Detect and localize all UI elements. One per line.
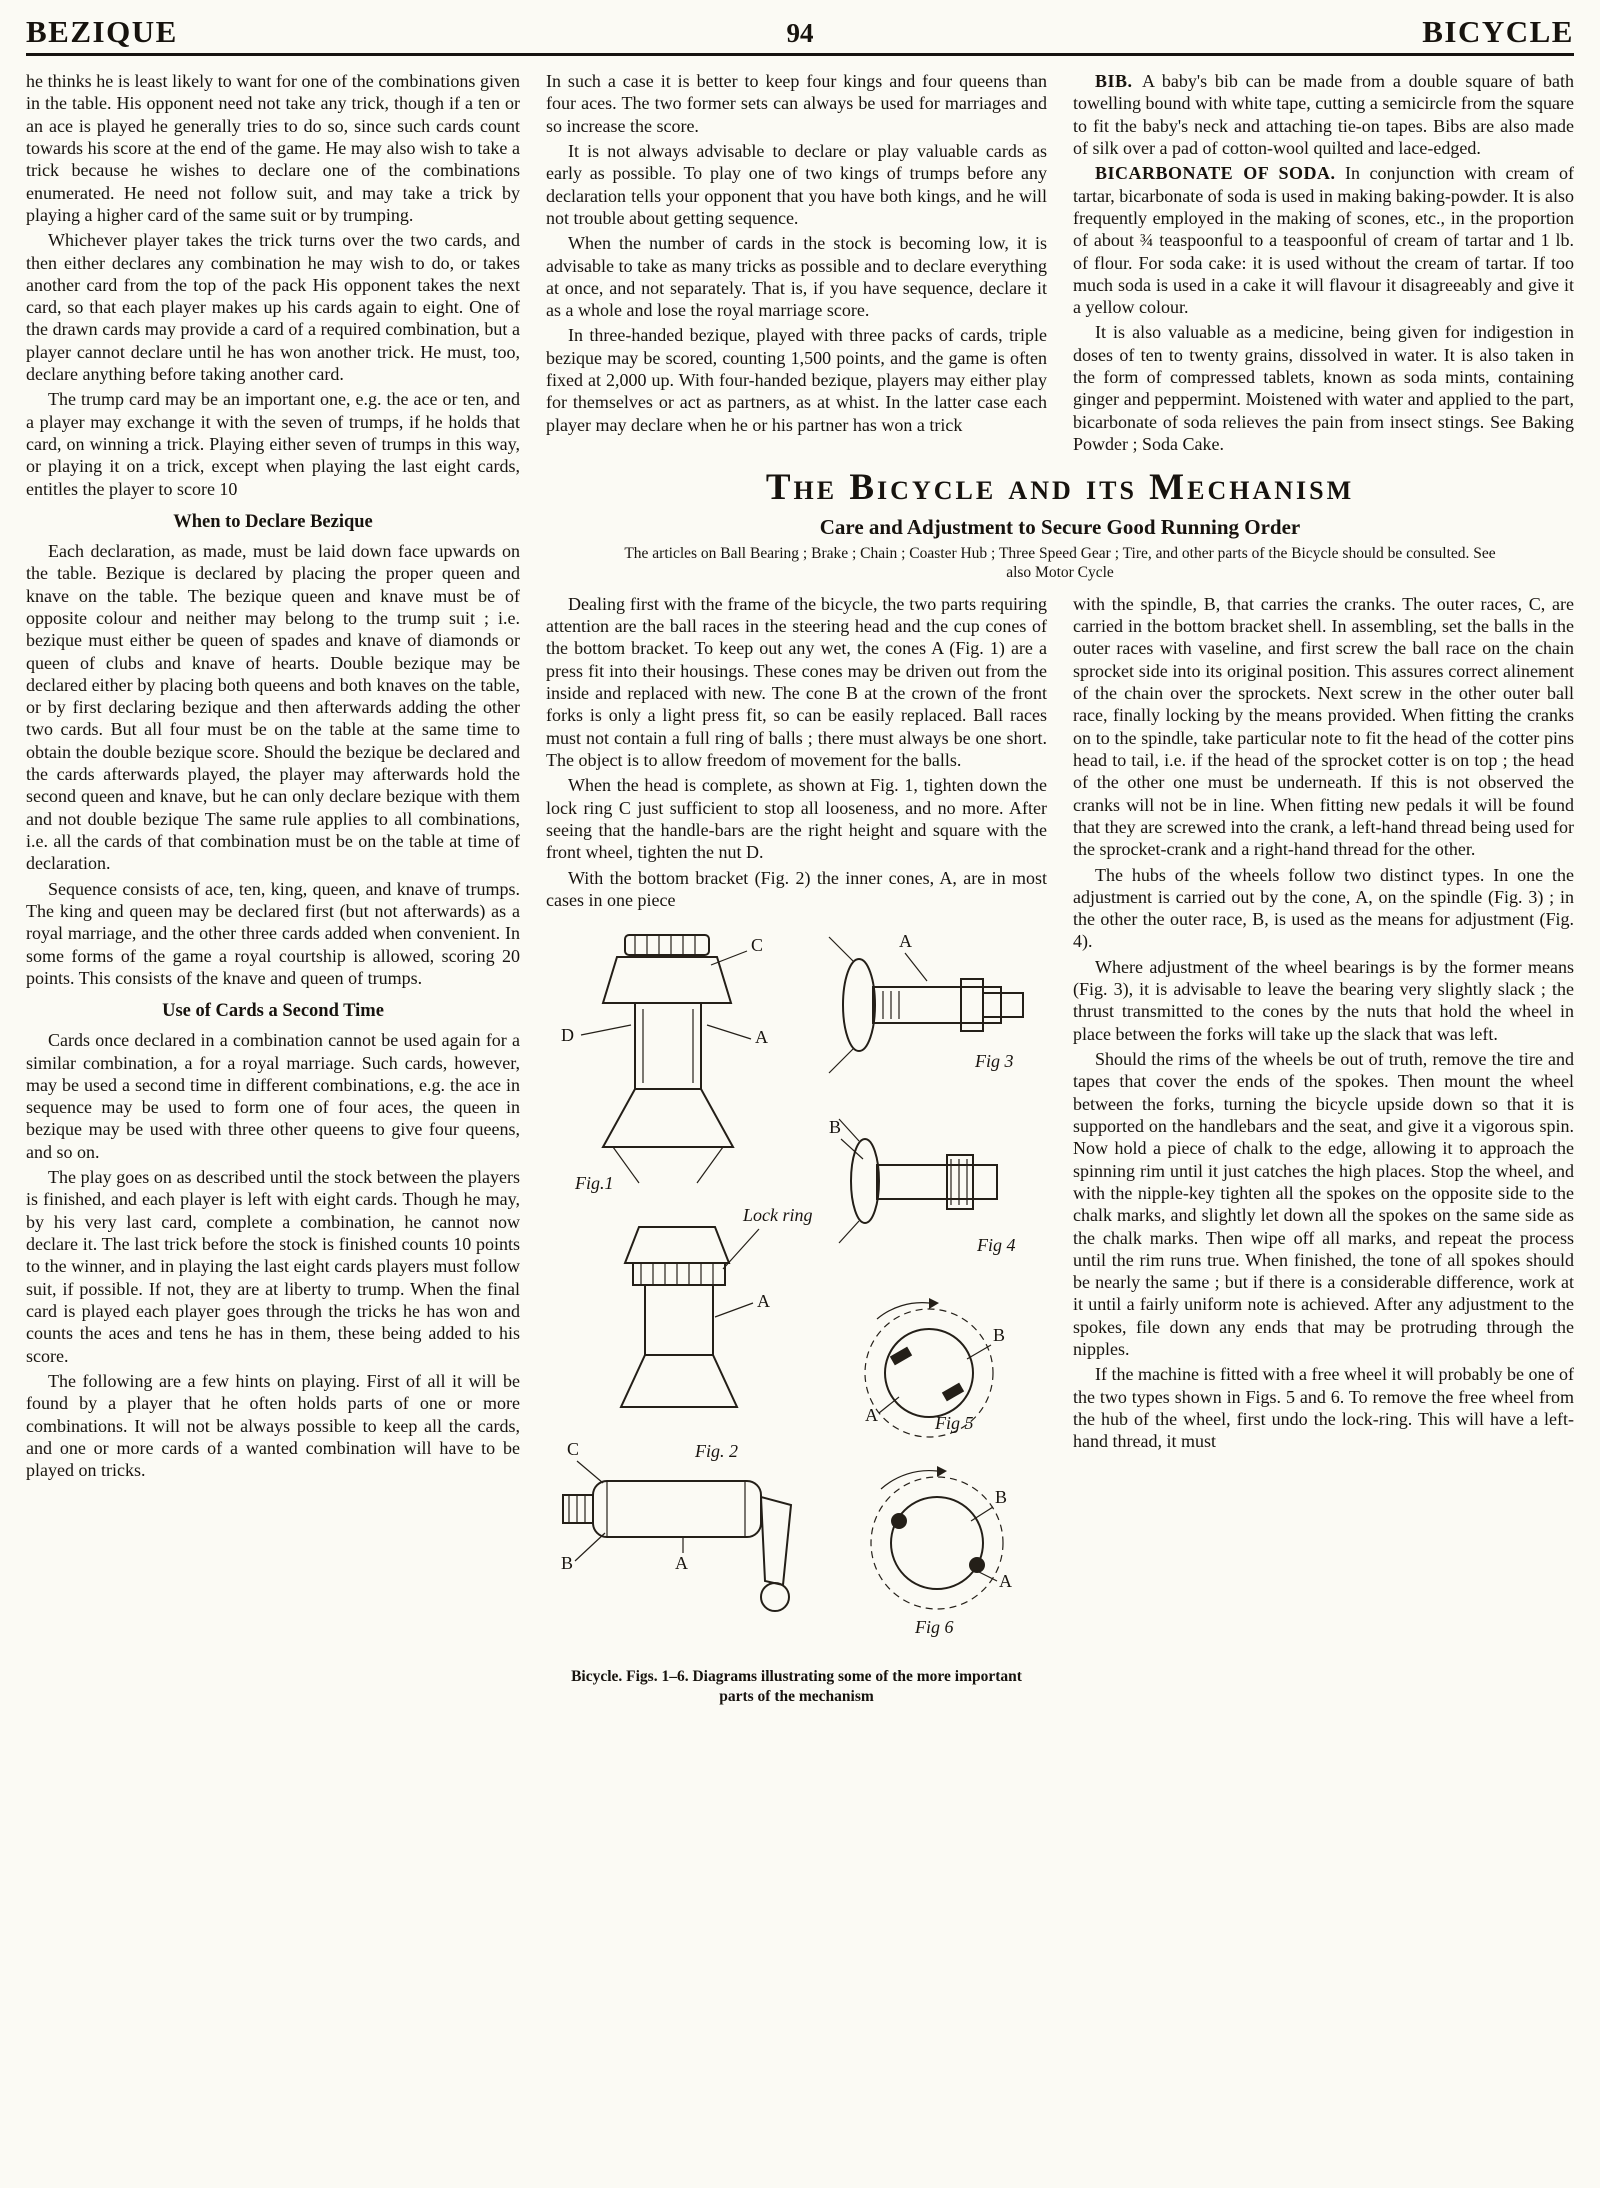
fig1-label-c: C [750, 935, 763, 956]
lock-ring-label: Lock ring [742, 1205, 812, 1226]
paragraph: The following are a few hints on playing. First of all it will be found by a player that he often holds parts of one or more combinations. It will not be always possible to keep all the cards, and one or more cards of a wanted combination will have to be played on tricks. [26, 1370, 520, 1481]
figure-caption: Bicycle. Figs. 1–6. Diagrams illustrating some of the more important parts of the mechanism [571, 1668, 1022, 1705]
upper-two-columns [546, 70, 1574, 458]
section-title: The Bicycle and its Mechanism [765, 467, 1355, 509]
paragraph: In such a case it is better to keep four kings and four queens than four aces. The two former sets can always be used for marriages and so increase the score. [546, 71, 1047, 136]
fig1-caption: Fig.1 [574, 1173, 613, 1194]
bicycle-diagrams-illustration [547, 921, 1047, 1663]
middle-column-top [546, 70, 1047, 458]
paragraph: with the spindle, B, that carries the cranks. The outer races, C, are carried in the bottom bracket shell. In assembling, set the balls in the outer races with vaseline, and first screw the ball race on the chain sprocket side into its original position. This assures correct alinement of the chain over the sprockets. Next screw in the other outer ball race, finally locking by the means provided. When fitting the cranks on to the spindle, take particular note to fit the head of the cotter pins head to tail, i.e. if the head of the sprocket cotter is on top ; the head of the other one must be underneath. If this is not observed the cranks will not be in line. When fitting new pedals it will be found that they are screwed into the crank, a left-hand thread being used for the sprocket-crank and a right-hand thread for the other. [1073, 593, 1574, 860]
fig5-label-a: A [864, 1405, 878, 1426]
entry-term: BIB. [1095, 71, 1143, 91]
running-head-left: BEZIQUE [26, 14, 178, 49]
page-number: 94 [786, 18, 814, 48]
head2-label-a: A [756, 1291, 770, 1312]
paragraph: The hubs of the wheels follow two distinct types. In one the adjustment is carried out by the cone, A, on the spindle (Fig. 3) ; in the other the outer race, B, is used as the means for adjustment (Fig. 4). [1073, 864, 1574, 952]
section-note: The articles on Ball Bearing ; Brake ; Chain ; Coaster Hub ; Three Speed Gear ; Tire, and other parts of the Bicycle should be consulted. See also Motor Cycle [624, 545, 1496, 582]
bicycle-section-header [546, 468, 1574, 582]
paragraph: BIB. A baby's bib can be made from a double square of bath towelling bound with white tape, cutting a semicircle from the square to fit the baby's neck and attaching tie-on tapes. Bibs are also made of silk over a pad of cotton-wool quilted and lace-edged. [1073, 71, 1574, 158]
paragraph: Should the rims of the wheels be out of truth, remove the tire and tapes that cover the ends of the spokes. Then mount the wheel between the forks, turning the bicycle upside down so that it is supported on the handlebars and the seat, and give it a vigorous spin. Now hold a piece of chalk to the edge, allowing it to approach the spinning rim until it just catches the high places. Stop the wheel, and with the nipple-key tighten all the spokes on the opposite side to the chalk marks, and slightly let down all the spokes on the same side as the chalk marks. Then wipe off all marks, and repeat the process until the rim runs true. When finished, the tone of all spokes should be nearly the same ; but if there is a considerable difference, work at it until a fairly uniform note is achieved. After any adjustment to the spokes, file down any ends that may be protruding through the nipples. [1073, 1049, 1574, 1360]
paragraph: Dealing first with the frame of the bicycle, the two parts requiring attention are the ball races in the steering head and the cup cones of the bottom bracket. To keep out any wet, the cones A (Fig. 1) are a press fit into their housings. These cones may be driven out from the inside and replaced with new. The cone B at the crown of the front forks is only a light press fit, so can be easily replaced. Ball races must not contain a full ring of balls ; there must always be one short. The object is to allow freedom of movement for the balls. [546, 593, 1047, 770]
bicycle-right-column [1073, 593, 1574, 1706]
fig1-label-a: A [754, 1027, 768, 1048]
subheading: Use of Cards a Second Time [162, 1001, 384, 1022]
fig5-caption: Fig 5 [934, 1413, 973, 1434]
paragraph: Where adjustment of the wheel bearings is by the former means (Fig. 3), it is advisable to leave the bearing very slightly slack ; the thrust transmitted to the cones by the nuts that hold the wheel in place between the forks will take up the slack that was left. [1073, 956, 1574, 1044]
section-subtitle: Care and Adjustment to Secure Good Running Order [819, 515, 1301, 539]
paragraph: Cards once declared in a combination cannot be used again for a similar combination, a for a royal marriage. Such cards, however, may be used a second time in different combinations, e.g. the ace in sequence may be used to form one of four aces, the queen in bezique may be used with three other queens to give four queens, and so on. [26, 1030, 520, 1162]
running-head-right: BICYCLE [1422, 14, 1574, 49]
subheading: When to Declare Bezique [173, 511, 373, 532]
paragraph: Whichever player takes the trick turns over the two cards, and then either declares any combination he may wish to do, or takes another card from the top of the pack His opponent takes the next card, so that each player makes up his cards again to eight. One of the drawn cards may provide a card of a required combination, but a player cannot declare until he has won another trick. He must, too, declare anything before taking another card. [26, 230, 520, 385]
bicycle-figure [546, 921, 1047, 1706]
lower-two-columns [546, 593, 1574, 1706]
left-column [26, 70, 520, 1706]
bicycle-left-column [546, 593, 1047, 1706]
paragraph: In three-handed bezique, played with three packs of cards, triple bezique may be scored, counting 1,500 points, and the game is often fixed at 2,000 up. With four-handed bezique, players may either play for themselves or act as partners, as at whist. In the latter case each player may declare when he or his partner has won a trick [546, 325, 1047, 435]
paragraph: When the head is complete, as shown at Fig. 1, tighten down the lock ring C just sufficient to stop all looseness, and no more. After seeing that the handle-bars are the right height and square with the front wheel, tighten the nut D. [546, 775, 1047, 863]
right-column-top [1073, 70, 1574, 458]
paragraph: With the bottom bracket (Fig. 2) the inner cones, A, are in most cases in one piece [546, 867, 1047, 910]
paragraph: The trump card may be an important one, e.g. the ace or ten, and a player may exchange it with the seven of trumps, if he holds that card, on winning a trick. Playing either seven of trumps in this way, or playing it on a trick, except when playing the last eight cards, entitles the player to score 10 [26, 389, 520, 499]
paragraph: Each declaration, as made, must be laid down face upwards on the table. Bezique is declared by placing the proper queen and knave on the table. The bezique queen and knave must be of opposite colour and neither may belong to the trump suit ; i.e. bezique must either be queen of spades and knave of diamonds or queen of clubs and knave of hearts. Double bezique may be declared either by placing both queens and both knaves on the table, or by first declaring bezique and then afterwards adding the other two cards. But all four must be on the table at the same time to obtain the double bezique score. Should the bezique be declared and the cards afterwards played, the player may afterwards hold the second queen and knave, but he can only declare bezique with them and not double bezique The same rule applies to all combinations, i.e. all the cards of that combination must be on the table at time of declaration. [26, 540, 520, 874]
entry-term: BICARBONATE OF SODA. [1095, 163, 1346, 184]
fig3-label-a: A [898, 931, 912, 952]
fig4-caption: Fig 4 [976, 1235, 1015, 1256]
paragraph: The play goes on as described until the stock between the players is finished, and each player is left with eight cards. Though he may, by his very last card, complete a combination, he cannot now declare it. The last trick before the stock is finished counts 10 points to the winner, and in playing the last eight cards players must follow suit, if possible. If not, they are at liberty to trump. When the final card is played each player goes through the tricks he has won and counts the aces and tens he has in them, these being added to his score. [26, 1167, 520, 1366]
fig4-label-b: B [828, 1117, 841, 1138]
paragraph: It is not always advisable to declare or play valuable cards as early as possible. To play one of two kings of trumps before any declaration tells your opponent that you have both kings, and he will not trouble about getting sequence. [546, 140, 1047, 228]
paragraph: he thinks he is least likely to want for one of the combinations given in the table. His opponent need not take any trick, though if a ten or an ace is played he generally tries to do so, since such cards count towards his score at the end of the game. He may also wish to take a trick because he wishes to declare one of the combinations enumerated. He need not follow suit, and may take a trick by playing a higher card of the same suit or by trumping. [26, 71, 520, 225]
fig2-label-a: A [674, 1553, 688, 1574]
paragraph: Sequence consists of ace, ten, king, queen, and knave of trumps. The king and queen may be declared first (but not afterwards) as a royal marriage, and the other three cards added when convenient. In some forms of the game a royal courtship is allowed, scoring 20 points. This consists of the knave and queen of trumps. [26, 878, 520, 988]
paragraph: When the number of cards in the stock is becoming low, it is advisable to take as many tricks as possible and to declare everything at once, and not separately. That is, if you have sequence, declare it as a whole and lose the royal marriage score. [546, 233, 1047, 321]
fig5-label-b: B [992, 1325, 1005, 1346]
fig6-label-a: A [998, 1571, 1012, 1592]
running-head [26, 14, 1574, 56]
fig6-label-b: B [994, 1487, 1007, 1508]
bicycle-left-text [546, 593, 1047, 911]
fig2-caption: Fig. 2 [694, 1441, 738, 1462]
paragraph: If the machine is fitted with a free wheel it will probably be one of the two types shown in Figs. 5 and 6. To remove the free wheel from the hub of the wheel, first undo the lock-ring. This will have a left-hand thread, it must [1073, 1364, 1574, 1452]
right-area [546, 70, 1574, 1706]
content-columns [26, 70, 1574, 1706]
fig1-label-d: D [560, 1025, 574, 1046]
fig6-caption: Fig 6 [914, 1617, 953, 1638]
paragraph: It is also valuable as a medicine, being given for indigestion in doses of ten to twenty grains, dissolved in water. It is also taken in the form of compressed tablets, known as soda mints, containing ginger and peppermint. Moistened with water and applied to the part, bicarbonate of soda relieves the pain from insect stings. See Baking Powder ; Soda Cake. [1073, 322, 1574, 454]
fig2-label-b: B [560, 1553, 573, 1574]
fig3-caption: Fig 3 [974, 1051, 1013, 1072]
fig2-label-c: C [566, 1439, 579, 1460]
paragraph: BICARBONATE OF SODA. In conjunction with cream of tartar, bicarbonate of soda is used in making baking-powder. It is also frequently employed in the making of scones, etc., in the proportion of about ¾ teaspoonful to a teaspoonful of cream of tartar and 1 lb. of flour. For soda cake: it is used without the cream of tartar. If too much soda is used in a cake it will flavour it disagreeably and give it a yellow colour. [1073, 163, 1575, 318]
